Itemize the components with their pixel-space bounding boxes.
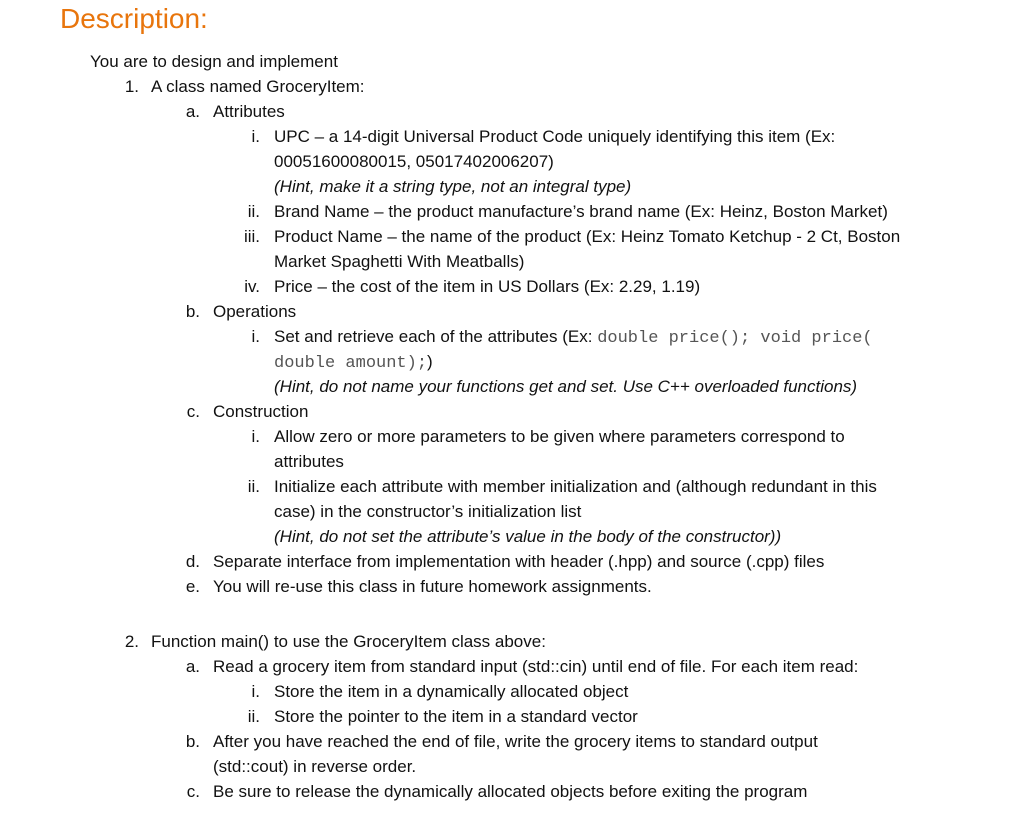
item-1e-marker: e.: [185, 577, 200, 596]
item-1c-ii-marker: ii.: [247, 477, 260, 496]
section-2-marker: 2.: [124, 632, 139, 651]
item-1a-ii-text: Brand Name – the product manufacture’s brand name (Ex: Heinz, Boston Market): [274, 202, 888, 221]
item-1b-i-marker: i.: [251, 327, 260, 346]
intro-text: You are to design and implement: [90, 52, 338, 71]
item-1a-iv-marker: iv.: [244, 277, 260, 296]
item-1b-text: Operations: [213, 302, 297, 321]
item-2a-i-marker: i.: [251, 682, 260, 701]
item-1b-marker: b.: [185, 302, 200, 321]
item-1a-i-marker: i.: [251, 127, 260, 146]
section-1-marker: 1.: [124, 77, 139, 96]
item-1a-marker: a.: [185, 102, 200, 121]
section-1-title: A class named GroceryItem:: [151, 77, 365, 96]
item-1c-i-marker: i.: [251, 427, 260, 446]
item-1c-ii-hint: (Hint, do not set the attribute’s value in the body of the constructor)): [274, 527, 782, 546]
code-snippet-continued: double amount);: [274, 354, 428, 373]
item-2b-marker: b.: [185, 732, 200, 751]
item-1d-text: Separate interface from implementation with header (.hpp) and source (.cpp) files: [213, 552, 825, 571]
item-1e-text: You will re-use this class in future homework assignments.: [213, 577, 652, 596]
item-1a-ii-marker: ii.: [247, 202, 260, 221]
item-2b-line2: (std::cout) in reverse order.: [213, 757, 417, 776]
item-1b-i-text: Set and retrieve each of the attributes (Ex:: [274, 327, 598, 346]
item-2a-ii-text: Store the pointer to the item in a standard vector: [274, 707, 638, 726]
item-1a-i-line1: UPC – a 14-digit Universal Product Code uniquely identifying this item (Ex:: [274, 127, 836, 146]
item-1c-i-line2: attributes: [274, 452, 344, 471]
item-2a-i-text: Store the item in a dynamically allocated object: [274, 682, 629, 701]
item-1a-iii-line2: Market Spaghetti With Meatballs): [274, 252, 525, 271]
item-1a-i-line2: 00051600080015, 05017402006207): [274, 152, 554, 171]
item-1c-ii-line1: Initialize each attribute with member initialization and (although redundant in this: [274, 477, 877, 496]
item-2b-line1: After you have reached the end of file, write the grocery items to standard output: [213, 732, 818, 751]
item-1a-text: Attributes: [213, 102, 285, 121]
item-1c-text: Construction: [213, 402, 309, 421]
item-2a-marker: a.: [185, 657, 200, 676]
item-1c-ii-line2: case) in the constructor’s initialization list: [274, 502, 582, 521]
item-1b-i-line2: [274, 351, 433, 375]
page-title: Description:: [60, 3, 208, 34]
item-1a-iii-line1: Product Name – the name of the product (Ex: Heinz Tomato Ketchup - 2 Ct, Boston: [274, 227, 901, 246]
item-1c-i-line1: Allow zero or more parameters to be given where parameters correspond to: [274, 427, 845, 446]
item-2a-ii-marker: ii.: [247, 707, 260, 726]
item-1b-i-hint: (Hint, do not name your functions get and set. Use C++ overloaded functions): [274, 377, 858, 396]
item-1a-iii-marker: iii.: [243, 227, 260, 246]
item-1c-marker: c.: [186, 402, 200, 421]
section-2-title: Function main() to use the GroceryItem class above:: [151, 632, 546, 651]
code-snippet: double price(); void price(: [597, 329, 873, 348]
item-1a-i-hint: (Hint, make it a string type, not an integral type): [274, 177, 632, 196]
item-1d-marker: d.: [185, 552, 200, 571]
item-2c-text: Be sure to release the dynamically allocated objects before exiting the program: [213, 782, 808, 801]
closing-paren: ): [427, 352, 433, 371]
item-1a-iv-text: Price – the cost of the item in US Dollars (Ex: 2.29, 1.19): [274, 277, 701, 296]
item-2a-text: Read a grocery item from standard input (std::cin) until end of file. For each item read:: [213, 657, 859, 676]
item-2c-marker: c.: [186, 782, 200, 801]
item-1b-i-line1: [274, 326, 873, 350]
